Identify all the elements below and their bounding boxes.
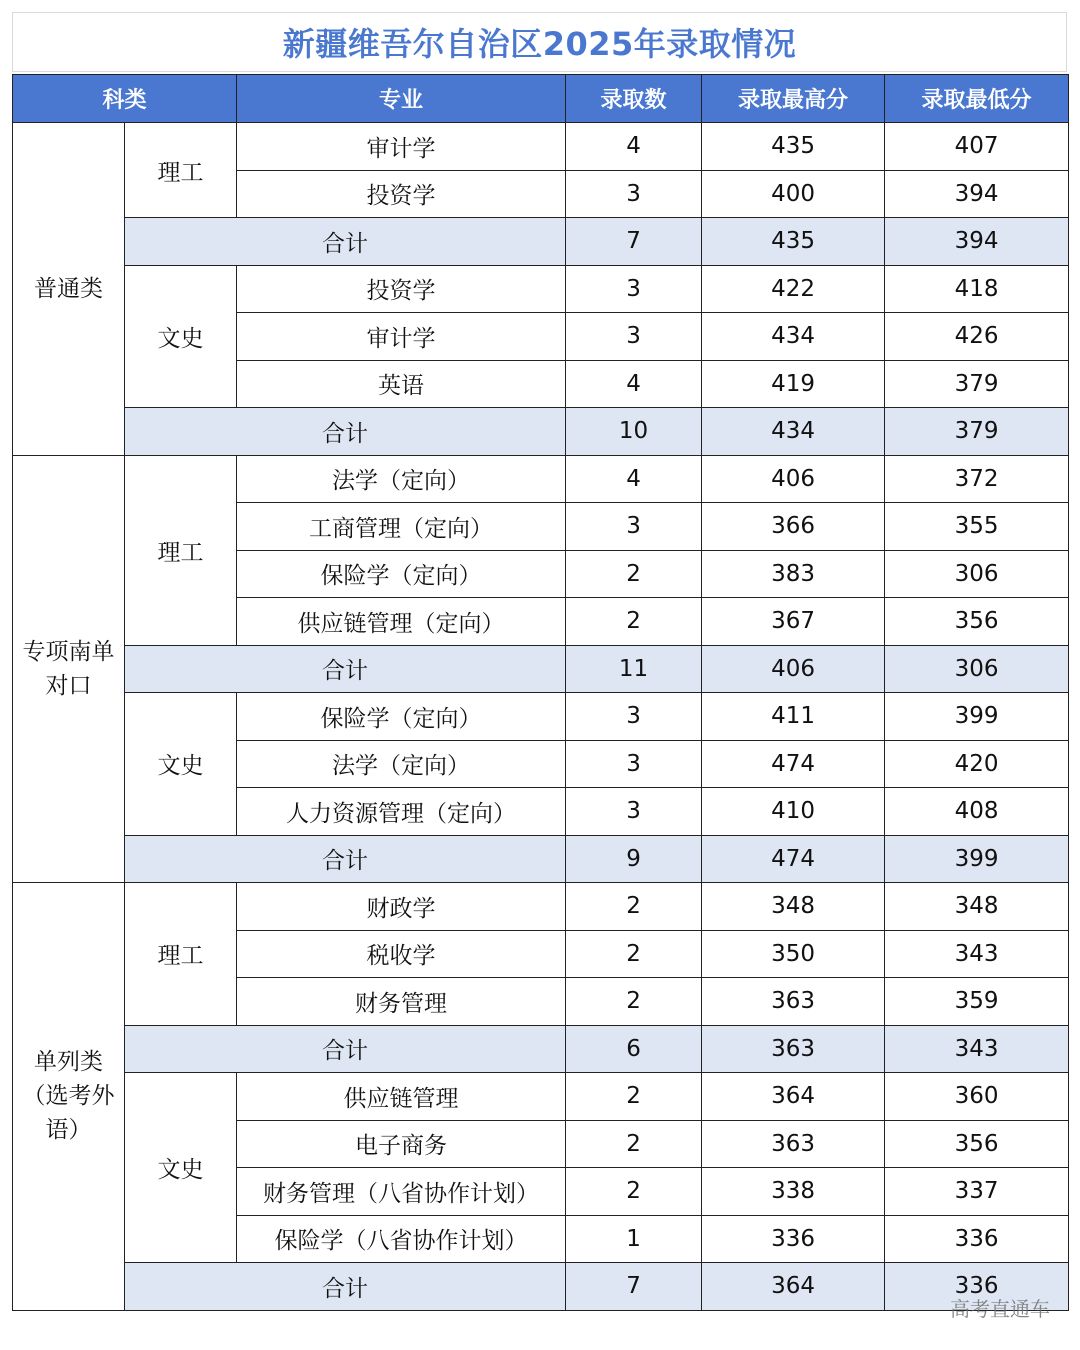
total-min-score: 306 <box>885 645 1069 693</box>
major-cell: 财政学 <box>237 883 566 931</box>
total-max-score: 435 <box>702 218 885 266</box>
total-row <box>13 408 1069 456</box>
major-cell: 法学（定向） <box>237 455 566 503</box>
total-min-score: 336 <box>885 1263 1069 1311</box>
max-score-cell: 400 <box>702 170 885 218</box>
track-cell: 文史 <box>125 265 237 408</box>
major-cell: 保险学（定向） <box>237 693 566 741</box>
total-max-score: 434 <box>702 408 885 456</box>
major-cell: 英语 <box>237 360 566 408</box>
header-count: 录取数 <box>566 75 702 123</box>
count-cell: 2 <box>566 883 702 931</box>
max-score-cell: 350 <box>702 930 885 978</box>
min-score-cell: 356 <box>885 598 1069 646</box>
major-cell: 投资学 <box>237 170 566 218</box>
min-score-cell: 372 <box>885 455 1069 503</box>
header-major: 专业 <box>237 75 566 123</box>
count-cell: 3 <box>566 740 702 788</box>
total-min-score: 394 <box>885 218 1069 266</box>
max-score-cell: 383 <box>702 550 885 598</box>
major-cell: 投资学 <box>237 265 566 313</box>
max-score-cell: 336 <box>702 1215 885 1263</box>
count-cell: 3 <box>566 170 702 218</box>
table-row <box>13 123 1069 171</box>
max-score-cell: 363 <box>702 978 885 1026</box>
count-cell: 2 <box>566 1168 702 1216</box>
max-score-cell: 410 <box>702 788 885 836</box>
max-score-cell: 419 <box>702 360 885 408</box>
total-min-score: 399 <box>885 835 1069 883</box>
total-max-score: 474 <box>702 835 885 883</box>
total-max-score: 363 <box>702 1025 885 1073</box>
header-category: 科类 <box>13 75 237 123</box>
total-count: 11 <box>566 645 702 693</box>
total-min-score: 343 <box>885 1025 1069 1073</box>
major-cell: 审计学 <box>237 313 566 361</box>
count-cell: 4 <box>566 123 702 171</box>
count-cell: 4 <box>566 455 702 503</box>
min-score-cell: 355 <box>885 503 1069 551</box>
total-count: 10 <box>566 408 702 456</box>
min-score-cell: 337 <box>885 1168 1069 1216</box>
max-score-cell: 364 <box>702 1073 885 1121</box>
count-cell: 2 <box>566 1073 702 1121</box>
title-box <box>12 12 1067 72</box>
table-row <box>13 1073 1069 1121</box>
total-min-score: 379 <box>885 408 1069 456</box>
major-cell: 工商管理（定向） <box>237 503 566 551</box>
table-body <box>13 123 1069 1311</box>
total-count: 9 <box>566 835 702 883</box>
min-score-cell: 408 <box>885 788 1069 836</box>
track-cell: 理工 <box>125 455 237 645</box>
count-cell: 2 <box>566 1120 702 1168</box>
count-cell: 3 <box>566 788 702 836</box>
total-label: 合计 <box>125 1025 566 1073</box>
major-cell: 法学（定向） <box>237 740 566 788</box>
max-score-cell: 338 <box>702 1168 885 1216</box>
min-score-cell: 336 <box>885 1215 1069 1263</box>
total-label: 合计 <box>125 1263 566 1311</box>
min-score-cell: 306 <box>885 550 1069 598</box>
max-score-cell: 363 <box>702 1120 885 1168</box>
total-label: 合计 <box>125 218 566 266</box>
total-label: 合计 <box>125 645 566 693</box>
count-cell: 2 <box>566 930 702 978</box>
category-cell: 普通类 <box>13 123 125 456</box>
table-row <box>13 265 1069 313</box>
header-max-score: 录取最高分 <box>702 75 885 123</box>
major-cell: 财务管理（八省协作计划） <box>237 1168 566 1216</box>
max-score-cell: 367 <box>702 598 885 646</box>
max-score-cell: 435 <box>702 123 885 171</box>
min-score-cell: 348 <box>885 883 1069 931</box>
count-cell: 2 <box>566 550 702 598</box>
header-min-score: 录取最低分 <box>885 75 1069 123</box>
table-header-row <box>13 75 1069 123</box>
count-cell: 2 <box>566 598 702 646</box>
count-cell: 3 <box>566 693 702 741</box>
min-score-cell: 420 <box>885 740 1069 788</box>
min-score-cell: 379 <box>885 360 1069 408</box>
min-score-cell: 356 <box>885 1120 1069 1168</box>
min-score-cell: 407 <box>885 123 1069 171</box>
min-score-cell: 394 <box>885 170 1069 218</box>
category-cell: 单列类（选考外语） <box>13 883 125 1311</box>
max-score-cell: 366 <box>702 503 885 551</box>
total-row <box>13 1025 1069 1073</box>
min-score-cell: 360 <box>885 1073 1069 1121</box>
max-score-cell: 411 <box>702 693 885 741</box>
count-cell: 2 <box>566 978 702 1026</box>
category-cell: 专项南单对口 <box>13 455 125 883</box>
count-cell: 3 <box>566 265 702 313</box>
total-label: 合计 <box>125 835 566 883</box>
max-score-cell: 406 <box>702 455 885 503</box>
major-cell: 供应链管理（定向） <box>237 598 566 646</box>
total-count: 6 <box>566 1025 702 1073</box>
total-row <box>13 218 1069 266</box>
major-cell: 保险学（定向） <box>237 550 566 598</box>
max-score-cell: 474 <box>702 740 885 788</box>
page-title: 新疆维吾尔自治区2025年录取情况 <box>282 25 797 63</box>
min-score-cell: 359 <box>885 978 1069 1026</box>
count-cell: 3 <box>566 503 702 551</box>
min-score-cell: 426 <box>885 313 1069 361</box>
table-row <box>13 693 1069 741</box>
total-max-score: 406 <box>702 645 885 693</box>
max-score-cell: 348 <box>702 883 885 931</box>
major-cell: 财务管理 <box>237 978 566 1026</box>
major-cell: 保险学（八省协作计划） <box>237 1215 566 1263</box>
min-score-cell: 399 <box>885 693 1069 741</box>
table-row <box>13 883 1069 931</box>
major-cell: 人力资源管理（定向） <box>237 788 566 836</box>
max-score-cell: 422 <box>702 265 885 313</box>
min-score-cell: 418 <box>885 265 1069 313</box>
table-row <box>13 455 1069 503</box>
major-cell: 电子商务 <box>237 1120 566 1168</box>
total-max-score: 364 <box>702 1263 885 1311</box>
total-row <box>13 645 1069 693</box>
min-score-cell: 343 <box>885 930 1069 978</box>
admission-table <box>12 74 1069 1311</box>
total-row <box>13 835 1069 883</box>
track-cell: 理工 <box>125 883 237 1026</box>
count-cell: 4 <box>566 360 702 408</box>
total-label: 合计 <box>125 408 566 456</box>
max-score-cell: 434 <box>702 313 885 361</box>
count-cell: 3 <box>566 313 702 361</box>
major-cell: 供应链管理 <box>237 1073 566 1121</box>
total-count: 7 <box>566 1263 702 1311</box>
track-cell: 文史 <box>125 693 237 836</box>
major-cell: 审计学 <box>237 123 566 171</box>
track-cell: 理工 <box>125 123 237 218</box>
track-cell: 文史 <box>125 1073 237 1263</box>
total-count: 7 <box>566 218 702 266</box>
watermark: 高考直通车 <box>950 1297 1050 1321</box>
major-cell: 税收学 <box>237 930 566 978</box>
count-cell: 1 <box>566 1215 702 1263</box>
total-row <box>13 1263 1069 1311</box>
